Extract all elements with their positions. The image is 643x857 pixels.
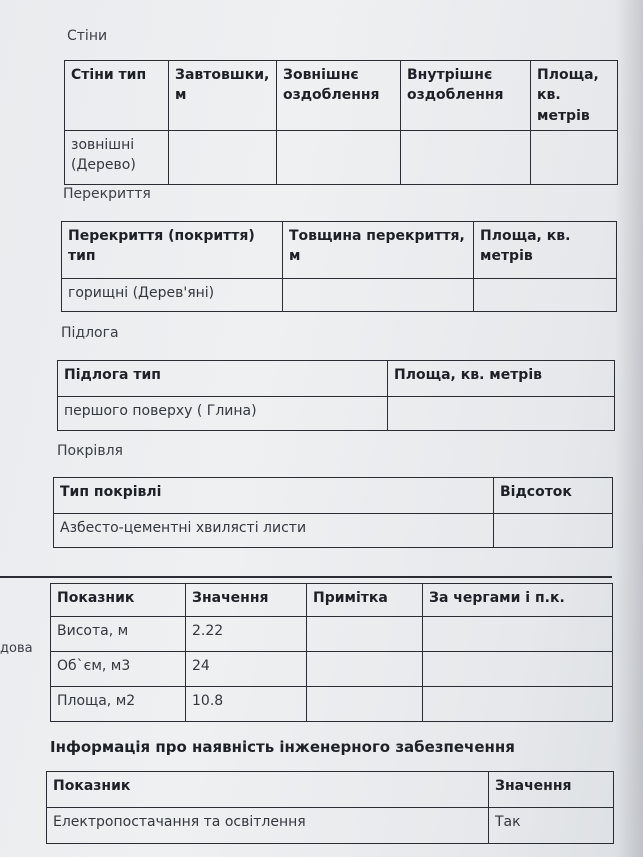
- ceiling-section-title: Перекриття: [63, 186, 151, 202]
- engineering-cell-name: Електропостачання та освітлення: [47, 808, 489, 844]
- walls-section-title: Стіни: [67, 28, 108, 44]
- ceiling-cell-type: горищні (Дерев'яні): [62, 279, 283, 312]
- indicators-cell-note: [307, 652, 423, 687]
- engineering-header-value: Значення: [489, 772, 614, 808]
- indicators-cell-value: 10.8: [186, 687, 307, 722]
- ceiling-header-row: [62, 222, 617, 279]
- section-divider: [0, 576, 612, 578]
- engineering-header-row: [47, 772, 614, 808]
- indicators-header-indicator: Показник: [51, 584, 186, 617]
- table-row: [47, 808, 614, 844]
- side-label: дова: [0, 641, 33, 656]
- engineering-table: [46, 771, 614, 844]
- roof-header-percent: Відсоток: [494, 478, 613, 514]
- ceiling-header-type: Перекриття (покриття) тип: [62, 222, 283, 279]
- indicators-header-queue: За чергами і п.к.: [423, 584, 613, 617]
- ceiling-header-thickness: Товщина перекриття, м: [283, 222, 474, 279]
- indicators-cell-note: [307, 617, 423, 652]
- floor-header-row: [58, 361, 615, 397]
- walls-cell-interior: [401, 130, 531, 184]
- indicators-cell-value: 24: [186, 652, 307, 687]
- roof-header-type: Тип покрівлі: [54, 478, 494, 514]
- table-row: [58, 397, 615, 431]
- engineering-section-title: Інформація про наявність інженерного забезпечення: [50, 738, 515, 756]
- indicators-cell-queue: [423, 687, 613, 722]
- engineering-header-indicator: Показник: [47, 772, 489, 808]
- indicators-cell-note: [307, 687, 423, 722]
- roof-table: [53, 477, 613, 548]
- roof-cell-percent: [494, 514, 613, 548]
- walls-header-interior: Внутрішнє оздоблення: [401, 61, 531, 131]
- walls-cell-thickness: [169, 130, 277, 184]
- roof-cell-type: Азбесто-цементні хвилясті листи: [54, 514, 494, 548]
- indicators-cell-name: Площа, м2: [51, 687, 186, 722]
- walls-header-row: [65, 61, 618, 131]
- floor-table: [57, 360, 615, 431]
- walls-cell-exterior: [277, 130, 401, 184]
- ceiling-table: [61, 221, 617, 312]
- walls-header-type: Стіни тип: [65, 61, 169, 131]
- ceiling-cell-thickness: [283, 279, 474, 312]
- floor-section-title: Підлога: [61, 325, 119, 341]
- floor-header-type: Підлога тип: [58, 361, 388, 397]
- roof-section-title: Покрівля: [57, 443, 123, 459]
- walls-header-area: Площа, кв. метрів: [531, 61, 618, 131]
- indicators-cell-name: Висота, м: [51, 617, 186, 652]
- walls-cell-type: зовнішні (Дерево): [65, 130, 169, 184]
- indicators-header-note: Примітка: [307, 584, 423, 617]
- table-row: [65, 130, 618, 184]
- indicators-cell-value: 2.22: [186, 617, 307, 652]
- floor-cell-area: [388, 397, 615, 431]
- table-row: [62, 279, 617, 312]
- walls-header-exterior: Зовнішнє оздоблення: [277, 61, 401, 131]
- walls-table: [64, 60, 618, 185]
- table-row: [54, 514, 613, 548]
- ceiling-cell-area: [474, 279, 617, 312]
- indicators-table: [50, 583, 613, 722]
- table-row: [51, 687, 613, 722]
- indicators-cell-queue: [423, 652, 613, 687]
- ceiling-header-area: Площа, кв. метрів: [474, 222, 617, 279]
- indicators-cell-queue: [423, 617, 613, 652]
- engineering-cell-value: Так: [489, 808, 614, 844]
- indicators-cell-name: Об`єм, м3: [51, 652, 186, 687]
- walls-header-thickness: Завтовшки, м: [169, 61, 277, 131]
- walls-cell-area: [531, 130, 618, 184]
- roof-header-row: [54, 478, 613, 514]
- indicators-header-value: Значення: [186, 584, 307, 617]
- floor-cell-type: першого поверху ( Глина): [58, 397, 388, 431]
- indicators-header-row: [51, 584, 613, 617]
- table-row: [51, 617, 613, 652]
- page-edge-shadow: [615, 0, 643, 857]
- floor-header-area: Площа, кв. метрів: [388, 361, 615, 397]
- table-row: [51, 652, 613, 687]
